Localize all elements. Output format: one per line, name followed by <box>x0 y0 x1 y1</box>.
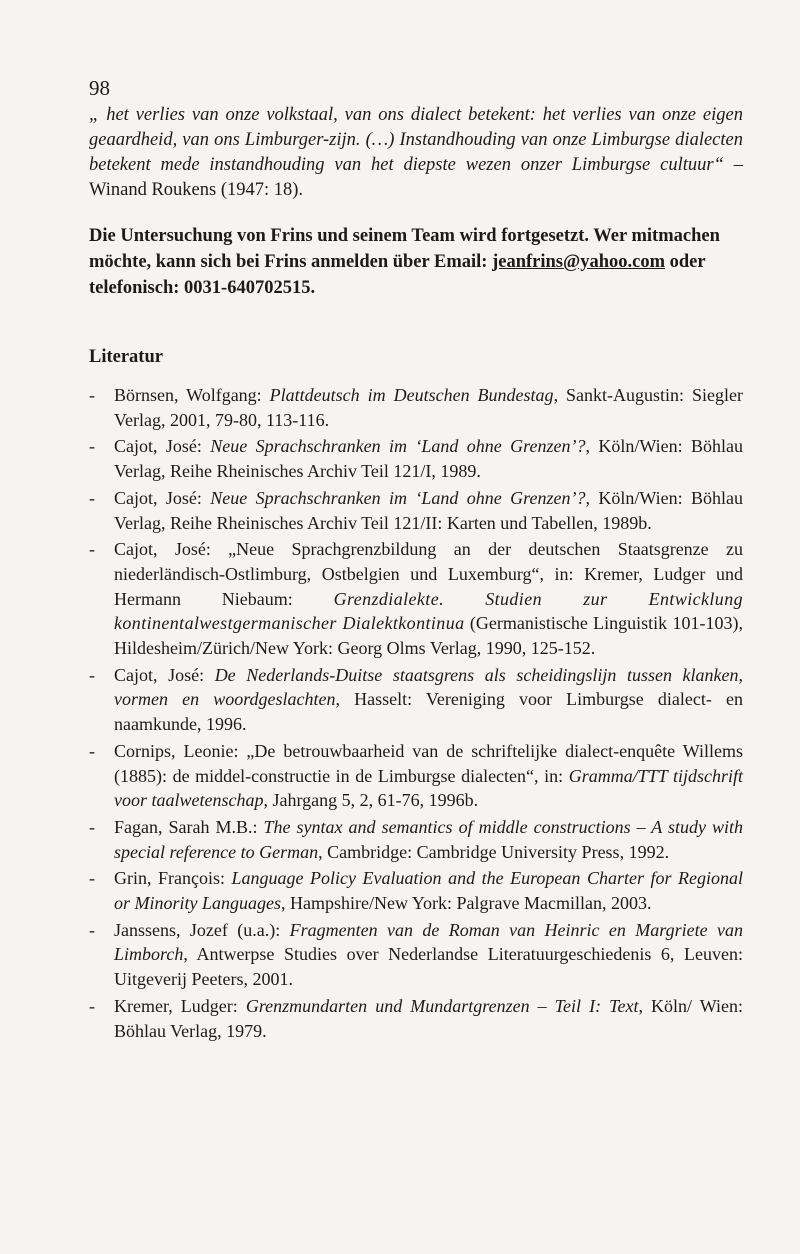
list-dash: - <box>89 868 95 889</box>
notice-phone: oder telefonisch: 0031-640702515. <box>89 252 706 298</box>
reference-item <box>89 866 743 915</box>
reference-details: , Cambridge: Cambridge University Press, 1992. <box>318 841 670 862</box>
reference-item <box>89 994 743 1043</box>
reference-item <box>89 663 743 737</box>
reference-title: Neue Sprachschranken im ‘Land ohne Grenzen’? <box>210 487 586 508</box>
reference-details: , Hasselt: Vereniging voor Limburgse dialect- en naamkunde, 1996. <box>114 689 743 735</box>
list-dash: - <box>89 816 95 837</box>
reference-author: Kremer, Ludger: <box>114 995 246 1016</box>
reference-details: , Hampshire/New York: Palgrave Macmillan, 2003. <box>281 893 652 914</box>
reference-title: Language Policy Evaluation and the European Charter for Regional or Minority Languages <box>114 868 743 914</box>
reference-details: , Köln/ Wien: Böhlau Verlag, 1979. <box>114 995 743 1041</box>
reference-details: , Jahrgang 5, 2, 61-76, 1996b. <box>263 790 479 811</box>
quote-paragraph <box>89 103 743 203</box>
reference-details: , Sankt-Augustin: Siegler Verlag, 2001, 79-80, 113-116. <box>114 385 744 430</box>
literature-heading: Literatur <box>89 347 163 367</box>
quote-attribution: – Winand Roukens (1947: 18). <box>89 155 743 200</box>
reference-title: The syntax and semantics of middle constructions – A study with special reference to German <box>114 816 743 862</box>
reference-title: Fragmenten van de Roman van Heinric en Margriete van Limborch <box>114 919 743 965</box>
reference-author: Cajot, José: „Neue Sprachgrenzbildung an der deutschen Staatsgrenze zu niederländisch-Ostlimburg, Ostbelgien und Luxemburg“, in: Kremer, Ludger und Hermann Niebaum: <box>114 539 743 609</box>
list-dash: - <box>89 487 95 508</box>
reference-author: Cajot, José: <box>114 436 211 457</box>
reference-item <box>89 383 743 432</box>
reference-title: De Nederlands-Duitse staatsgrens als scheidingslijn tussen klanken, vormen en woordgeslachten <box>114 664 743 710</box>
notice-text: Die Untersuchung von Frins und seinem Team wird fortgesetzt. Wer mitmachen möchte, kann sich bei Frins anmelden über Email: <box>89 226 720 272</box>
research-notice <box>89 223 743 301</box>
reference-details: , Köln/Wien: Böhlau Verlag, Reihe Rheinisches Archiv Teil 121/II: Karten und Tabellen, 1989b. <box>114 487 744 533</box>
list-dash: - <box>89 539 95 560</box>
reference-item <box>89 918 743 992</box>
reference-list <box>89 383 743 1043</box>
book-page <box>89 76 743 1045</box>
reference-title: Gramma/TTT tijdschrift voor taalwetenschap <box>114 765 743 811</box>
list-dash: - <box>89 740 95 761</box>
reference-title: Grenzdialekte. Studien zur Entwicklung kontinentalwestgermanischer Dialektkontinua <box>114 588 743 634</box>
reference-title: Neue Sprachschranken im ‘Land ohne Grenzen’? <box>210 436 586 457</box>
reference-author: Cornips, Leonie: „De betrouwbaarheid van de schriftelijke dialect-enquête Willems (1885): de middel-constructie in de Limburgse dialecten“, in: <box>114 740 743 786</box>
reference-item <box>89 434 743 483</box>
list-dash: - <box>89 664 95 685</box>
list-dash: - <box>89 385 95 405</box>
reference-title: Plattdeutsch im Deutschen Bundestag <box>269 385 554 405</box>
reference-details: (Germanistische Linguistik 101-103), Hildesheim/Zürich/New York: Georg Olms Verlag, 1990, 125-152. <box>114 613 744 659</box>
reference-author: Fagan, Sarah M.B.: <box>114 816 264 837</box>
list-dash: - <box>89 919 95 940</box>
list-dash: - <box>89 436 95 457</box>
list-dash: - <box>89 995 95 1016</box>
reference-author: Börnsen, Wolfgang: <box>114 385 270 405</box>
reference-details: , Köln/Wien: Böhlau Verlag, Reihe Rheinisches Archiv Teil 121/I, 1989. <box>114 436 744 482</box>
reference-item <box>89 537 743 661</box>
reference-item <box>89 486 743 535</box>
email-link[interactable]: jeanfrins@yahoo.com <box>492 252 665 272</box>
reference-title: Grenzmundarten und Mundartgrenzen – Teil I: Text <box>245 995 639 1016</box>
page-number: 98 <box>89 76 110 100</box>
reference-item <box>89 739 743 813</box>
reference-item <box>89 815 743 864</box>
quote-text: „ het verlies van onze volkstaal, van ons dialect betekent: het verlies van onze eigen geaardheid, van ons Limburger-zijn. (…) Instandhouding van onze Limburgse dialecten betekent mede instandhouding van het diepste wezen onzer Limburgse cultuur“ <box>89 105 743 175</box>
reference-author: Janssens, Jozef (u.a.): <box>114 919 290 940</box>
reference-author: Cajot, José: <box>114 664 215 685</box>
reference-details: , Antwerpse Studies over Nederlandse Literatuurgeschiedenis 6, Leuven: Uitgeverij Peeters, 2001. <box>114 944 743 990</box>
reference-author: Cajot, José: <box>114 487 211 508</box>
reference-author: Grin, François: <box>114 868 232 889</box>
